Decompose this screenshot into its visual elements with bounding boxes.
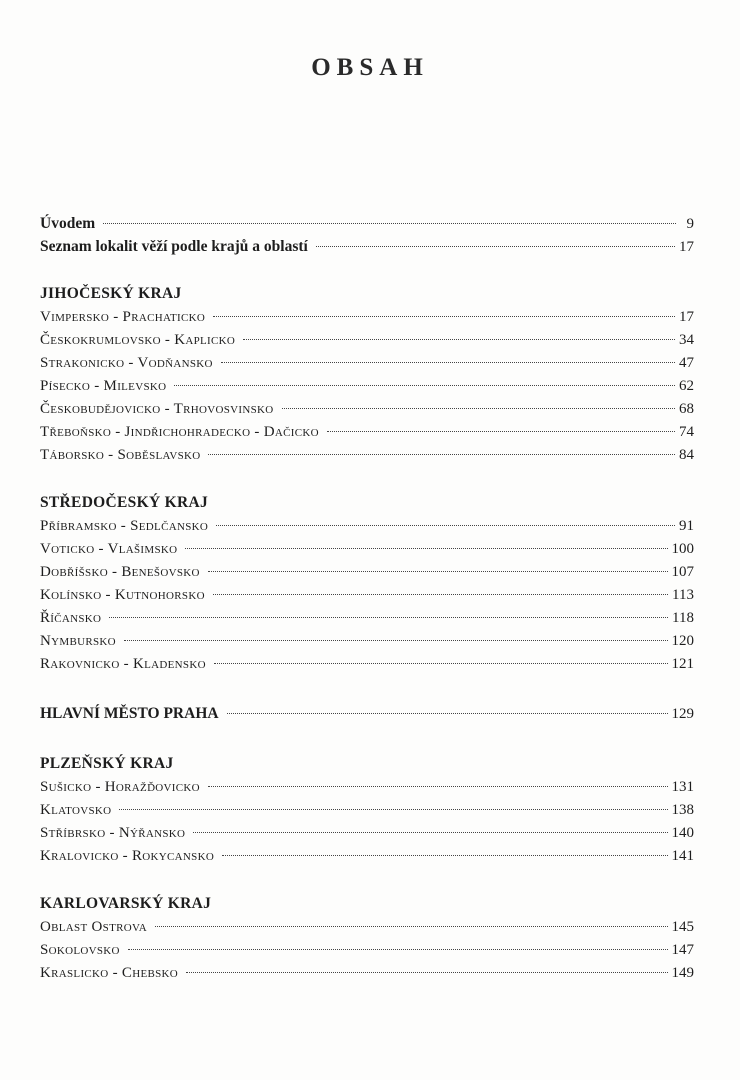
- dot-leader: [208, 571, 668, 572]
- toc-entry-page: 140: [671, 825, 694, 841]
- toc-entry-label: Úvodem: [40, 215, 96, 232]
- dot-leader: [193, 832, 667, 833]
- toc-entry-page: 145: [671, 919, 694, 935]
- dot-leader: [216, 525, 675, 526]
- toc-entry-label: Českobudějovicko - Trhovosvinsko: [40, 401, 274, 417]
- toc-entry-label: Nymbursko: [40, 633, 116, 649]
- toc-entry[interactable]: [40, 799, 694, 822]
- toc-entry-page: 62: [679, 378, 694, 394]
- dot-leader: [103, 223, 676, 224]
- dot-leader: [128, 949, 668, 950]
- dot-leader: [119, 809, 667, 810]
- dot-leader: [282, 408, 675, 409]
- toc-entry-label: Písecko - Milevsko: [40, 378, 167, 394]
- dot-leader: [185, 548, 667, 549]
- toc-section-praha: [40, 700, 694, 728]
- toc-entry-label: Voticko - Vlašimsko: [40, 541, 178, 557]
- toc-entry[interactable]: [40, 916, 694, 939]
- dot-leader: [213, 316, 675, 317]
- toc-entry[interactable]: [40, 235, 694, 258]
- toc-entry-label: Příbramsko - Sedlčansko: [40, 518, 209, 534]
- toc-entry-page: 91: [679, 518, 694, 534]
- toc-section-plzensky: [40, 752, 694, 868]
- toc-entry-page: 74: [679, 424, 694, 440]
- toc-entry-page: 120: [671, 633, 694, 649]
- toc-entry-label: Dobříšsko - Benešovsko: [40, 564, 200, 580]
- toc-entry-page: 84: [679, 447, 694, 463]
- toc-entry[interactable]: [40, 212, 694, 235]
- toc-entry[interactable]: [40, 630, 694, 653]
- toc-entry-label: Kolínsko - Kutnohorsko: [40, 587, 205, 603]
- section-heading: KARLOVARSKÝ KRAJ: [40, 895, 212, 912]
- toc-entry-page: 34: [679, 332, 694, 348]
- toc-entry-page: 17: [679, 309, 694, 325]
- toc-entry[interactable]: [40, 822, 694, 845]
- toc-entry-page: 47: [679, 355, 694, 371]
- toc-entry-label: HLAVNÍ MĚSTO PRAHA: [40, 705, 219, 722]
- toc-entry-page: 68: [679, 401, 694, 417]
- toc-intro: [40, 212, 694, 258]
- dot-leader: [208, 454, 675, 455]
- toc-entry[interactable]: [40, 845, 694, 868]
- toc-entry-page: 118: [672, 610, 694, 626]
- toc-entry-label: Strakonicko - Vodňansko: [40, 355, 213, 371]
- toc-entry[interactable]: [40, 939, 694, 962]
- toc-entry-label: Vimpersko - Prachaticko: [40, 309, 206, 325]
- dot-leader: [327, 431, 675, 432]
- dot-leader: [109, 617, 668, 618]
- toc-section-karlovarsky: [40, 892, 694, 985]
- toc-section-stredocesky: [40, 491, 694, 676]
- toc-entry[interactable]: [40, 352, 694, 375]
- dot-leader: [186, 972, 667, 973]
- dot-leader: [208, 786, 668, 787]
- toc-entry[interactable]: [40, 584, 694, 607]
- toc-entry-page: 17: [679, 239, 694, 255]
- toc-entry-page: 121: [671, 656, 694, 672]
- page-title: OBSAH: [311, 54, 429, 81]
- dot-leader: [174, 385, 675, 386]
- toc-entry[interactable]: [40, 421, 694, 444]
- toc-entry-label: Kraslicko - Chebsko: [40, 965, 179, 981]
- dot-leader: [221, 362, 675, 363]
- toc-entry-label: Kralovicko - Rokycansko: [40, 848, 215, 864]
- dot-leader: [243, 339, 675, 340]
- toc-entry-page: 147: [671, 942, 694, 958]
- dot-leader: [222, 855, 667, 856]
- toc-section-jihocesky: [40, 282, 694, 467]
- toc-entry-page: 9: [686, 216, 694, 232]
- toc-entry[interactable]: [40, 538, 694, 561]
- toc-entry[interactable]: [40, 515, 694, 538]
- dot-leader: [316, 246, 675, 247]
- toc-entry[interactable]: [40, 962, 694, 985]
- toc-entry[interactable]: [40, 776, 694, 799]
- toc-entry-page: 107: [671, 564, 694, 580]
- dot-leader: [124, 640, 668, 641]
- toc-entry-label: Sokolovsko: [40, 942, 120, 958]
- toc-entry-page: 138: [671, 802, 694, 818]
- dot-leader: [214, 663, 668, 664]
- toc-entry-page: 141: [671, 848, 694, 864]
- dot-leader: [213, 594, 668, 595]
- toc-entry-label: Oblast Ostrova: [40, 919, 148, 935]
- toc-entry[interactable]: [40, 700, 694, 728]
- section-heading: PLZEŇSKÝ KRAJ: [40, 755, 174, 772]
- section-heading: JIHOČESKÝ KRAJ: [40, 285, 182, 302]
- toc-entry-page: 131: [671, 779, 694, 795]
- toc-entry-label: Stříbrsko - Nýřansko: [40, 825, 186, 841]
- dot-leader: [227, 713, 668, 714]
- table-of-contents: [40, 212, 694, 985]
- toc-entry[interactable]: [40, 329, 694, 352]
- section-heading: STŘEDOČESKÝ KRAJ: [40, 494, 209, 511]
- toc-entry[interactable]: [40, 607, 694, 630]
- toc-entry-page: 149: [671, 965, 694, 981]
- toc-entry[interactable]: [40, 306, 694, 329]
- toc-entry-page: 129: [671, 706, 694, 722]
- toc-entry[interactable]: [40, 398, 694, 421]
- toc-entry-label: Sušicko - Horažďovicko: [40, 779, 200, 795]
- toc-entry-page: 100: [671, 541, 694, 557]
- toc-entry[interactable]: [40, 375, 694, 398]
- toc-entry[interactable]: [40, 653, 694, 676]
- toc-entry-label: Říčansko: [40, 610, 102, 626]
- dot-leader: [155, 926, 667, 927]
- toc-entry-label: Klatovsko: [40, 802, 112, 818]
- toc-entry[interactable]: [40, 444, 694, 467]
- toc-entry-label: Českokrumlovsko - Kaplicko: [40, 332, 236, 348]
- toc-entry[interactable]: [40, 561, 694, 584]
- toc-entry-label: Třeboňsko - Jindřichohradecko - Dačicko: [40, 424, 319, 440]
- toc-entry-page: 113: [672, 587, 694, 603]
- toc-entry-label: Seznam lokalit věží podle krajů a oblastí: [40, 238, 308, 255]
- toc-entry-label: Táborsko - Soběslavsko: [40, 447, 201, 463]
- toc-entry-label: Rakovnicko - Kladensko: [40, 656, 206, 672]
